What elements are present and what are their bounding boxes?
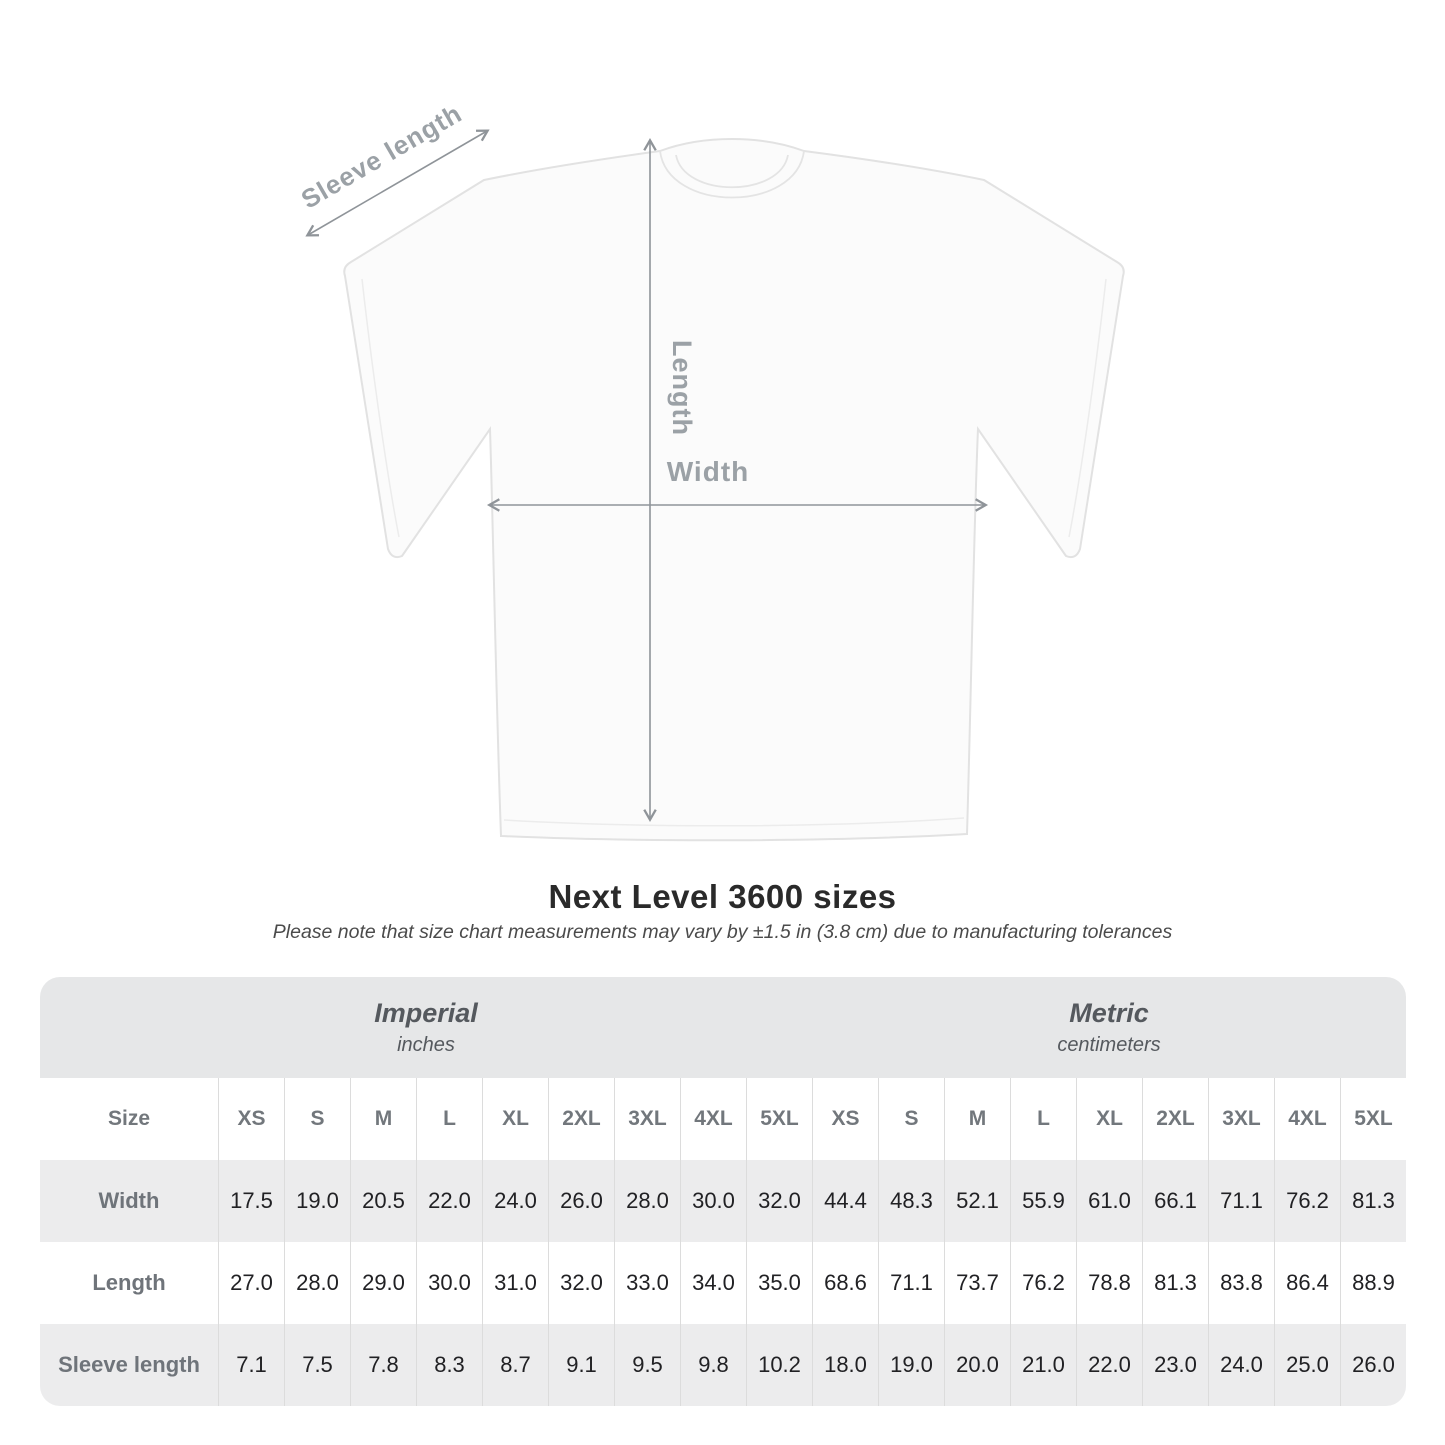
size-column-header: XL	[1076, 1078, 1142, 1160]
metric-value: 61.0	[1076, 1160, 1142, 1242]
unit-header-row	[40, 977, 1406, 1078]
tshirt-body	[344, 139, 1124, 840]
imperial-value: 29.0	[350, 1242, 416, 1324]
measurement-row	[40, 1242, 1406, 1324]
measurement-row-label: Sleeve length	[58, 1352, 200, 1377]
metric-value: 78.8	[1076, 1242, 1142, 1324]
imperial-value: 24.0	[482, 1160, 548, 1242]
metric-value: 22.0	[1076, 1324, 1142, 1406]
size-column-header: 4XL	[680, 1078, 746, 1160]
imperial-header-group	[40, 977, 812, 1078]
imperial-value: 9.8	[680, 1324, 746, 1406]
metric-value: 25.0	[1274, 1324, 1340, 1406]
metric-value: 55.9	[1010, 1160, 1076, 1242]
imperial-unit-label: inches	[397, 1034, 455, 1056]
imperial-value: 7.8	[350, 1324, 416, 1406]
measurement-row-label: Width	[98, 1188, 160, 1213]
size-column-header: 3XL	[1208, 1078, 1274, 1160]
metric-value: 86.4	[1274, 1242, 1340, 1324]
size-table	[40, 977, 1406, 1406]
metric-value: 76.2	[1010, 1242, 1076, 1324]
size-column-header: XL	[482, 1078, 548, 1160]
measurement-row	[40, 1324, 1406, 1406]
size-column-header: L	[1010, 1078, 1076, 1160]
metric-value: 71.1	[878, 1242, 944, 1324]
imperial-value: 10.2	[746, 1324, 812, 1406]
metric-header-group	[812, 977, 1406, 1078]
metric-value: 73.7	[944, 1242, 1010, 1324]
metric-value: 76.2	[1274, 1160, 1340, 1242]
imperial-value: 9.1	[548, 1324, 614, 1406]
size-column-header: M	[944, 1078, 1010, 1160]
metric-value: 23.0	[1142, 1324, 1208, 1406]
metric-value: 52.1	[944, 1160, 1010, 1242]
size-column-header: L	[416, 1078, 482, 1160]
imperial-value: 30.0	[680, 1160, 746, 1242]
width-label: Width	[666, 456, 750, 487]
imperial-value: 34.0	[680, 1242, 746, 1324]
metric-value: 81.3	[1340, 1160, 1406, 1242]
table-body	[40, 1160, 1406, 1406]
imperial-value: 28.0	[284, 1242, 350, 1324]
imperial-value: 9.5	[614, 1324, 680, 1406]
metric-value: 18.0	[812, 1324, 878, 1406]
sleeve-length-label: Sleeve length	[295, 97, 468, 215]
tshirt-measurement-diagram	[0, 90, 1445, 860]
imperial-value: 28.0	[614, 1160, 680, 1242]
size-column-header: 4XL	[1274, 1078, 1340, 1160]
metric-value: 21.0	[1010, 1324, 1076, 1406]
metric-value: 83.8	[1208, 1242, 1274, 1324]
size-column-header: 3XL	[614, 1078, 680, 1160]
metric-value: 26.0	[1340, 1324, 1406, 1406]
imperial-value: 33.0	[614, 1242, 680, 1324]
imperial-value: 22.0	[416, 1160, 482, 1242]
imperial-value: 17.5	[218, 1160, 284, 1242]
tolerance-note: Please note that size chart measurements may vary by ±1.5 in (3.8 cm) due to manufacturing tolerances	[272, 921, 1173, 943]
size-column-header: 2XL	[548, 1078, 614, 1160]
imperial-value: 19.0	[284, 1160, 350, 1242]
measurement-row	[40, 1160, 1406, 1242]
metric-value: 20.0	[944, 1324, 1010, 1406]
page-title: Next Level 3600 sizes	[548, 878, 897, 915]
size-column-header: 2XL	[1142, 1078, 1208, 1160]
size-row-label: Size	[107, 1107, 151, 1130]
metric-value: 81.3	[1142, 1242, 1208, 1324]
tshirt-illustration	[344, 139, 1124, 840]
imperial-value: 7.5	[284, 1324, 350, 1406]
measurement-row-label: Length	[92, 1270, 166, 1295]
imperial-value: 31.0	[482, 1242, 548, 1324]
imperial-label: Imperial	[374, 998, 478, 1028]
metric-label: Metric	[1069, 998, 1149, 1028]
metric-unit-label: centimeters	[1057, 1034, 1161, 1056]
size-column-header: 5XL	[746, 1078, 812, 1160]
size-column-header: 5XL	[1340, 1078, 1406, 1160]
imperial-value: 7.1	[218, 1324, 284, 1406]
size-column-header: XS	[218, 1078, 284, 1160]
size-header-row	[40, 1078, 1406, 1160]
metric-value: 66.1	[1142, 1160, 1208, 1242]
imperial-value: 30.0	[416, 1242, 482, 1324]
size-column-header: M	[350, 1078, 416, 1160]
metric-value: 19.0	[878, 1324, 944, 1406]
imperial-value: 8.7	[482, 1324, 548, 1406]
metric-value: 68.6	[812, 1242, 878, 1324]
imperial-value: 32.0	[548, 1242, 614, 1324]
imperial-value: 8.3	[416, 1324, 482, 1406]
imperial-value: 35.0	[746, 1242, 812, 1324]
metric-value: 44.4	[812, 1160, 878, 1242]
imperial-value: 32.0	[746, 1160, 812, 1242]
imperial-value: 26.0	[548, 1160, 614, 1242]
imperial-value: 27.0	[218, 1242, 284, 1324]
metric-value: 88.9	[1340, 1242, 1406, 1324]
metric-value: 48.3	[878, 1160, 944, 1242]
metric-value: 24.0	[1208, 1324, 1274, 1406]
size-column-header: XS	[812, 1078, 878, 1160]
length-label: Length	[667, 340, 697, 436]
metric-value: 71.1	[1208, 1160, 1274, 1242]
size-column-header: S	[878, 1078, 944, 1160]
imperial-value: 20.5	[350, 1160, 416, 1242]
size-column-header: S	[284, 1078, 350, 1160]
